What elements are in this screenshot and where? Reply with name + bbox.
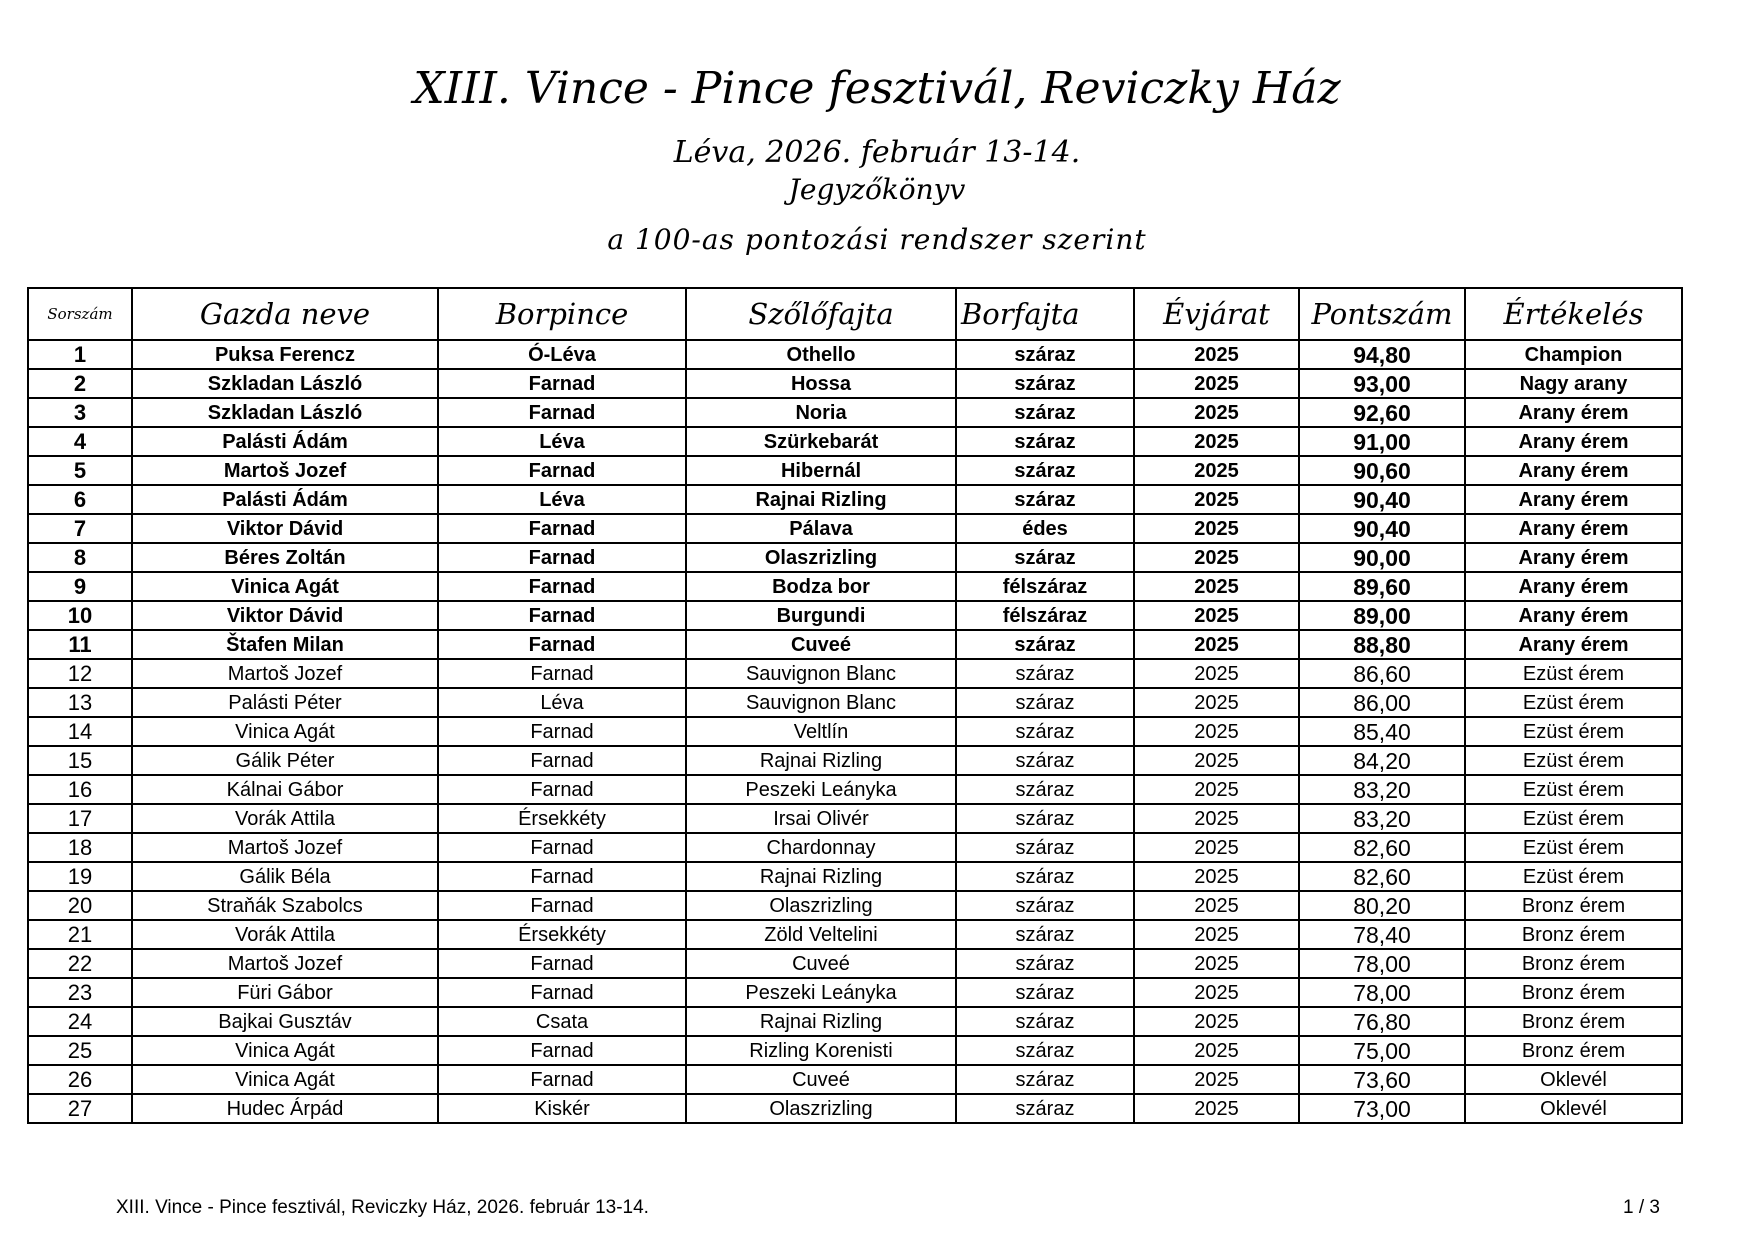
results-table	[27, 287, 1683, 1124]
grower-name: Puksa Ferencz	[132, 340, 438, 369]
row-number: 10	[28, 601, 132, 630]
table-row	[28, 398, 1682, 427]
score: 89,60	[1299, 572, 1465, 601]
wine-type: száraz	[956, 369, 1134, 398]
cellar: Farnad	[438, 862, 686, 891]
rating: Arany érem	[1465, 485, 1682, 514]
event-date: Léva, 2026. február 13-14.	[673, 135, 1081, 170]
score: 78,40	[1299, 920, 1465, 949]
cellar: Farnad	[438, 543, 686, 572]
wine-type: száraz	[956, 717, 1134, 746]
rating: Bronz érem	[1465, 1007, 1682, 1036]
grape-variety: Olaszrizling	[686, 543, 956, 572]
vintage: 2025	[1134, 659, 1299, 688]
table-row	[28, 514, 1682, 543]
page-number: 1 / 3	[1623, 1197, 1660, 1218]
score: 91,00	[1299, 427, 1465, 456]
grower-name: Vorák Attila	[132, 804, 438, 833]
table-row	[28, 804, 1682, 833]
score: 90,40	[1299, 514, 1465, 543]
grower-name: Martoš Jozef	[132, 949, 438, 978]
header-sorszam: Sorszám	[28, 288, 132, 340]
grape-variety: Szürkebarát	[686, 427, 956, 456]
row-number: 2	[28, 369, 132, 398]
cellar: Farnad	[438, 978, 686, 1007]
header-szolofajta: Szőlőfajta	[686, 288, 956, 340]
table-row	[28, 630, 1682, 659]
cellar: Farnad	[438, 949, 686, 978]
rating: Ezüst érem	[1465, 746, 1682, 775]
wine-type: száraz	[956, 1036, 1134, 1065]
vintage: 2025	[1134, 804, 1299, 833]
score: 93,00	[1299, 369, 1465, 398]
footer-text: XIII. Vince - Pince fesztivál, Reviczky Ház, 2026. február 13-14.	[116, 1197, 649, 1218]
grower-name: Gálik Béla	[132, 862, 438, 891]
table-row	[28, 601, 1682, 630]
rating: Arany érem	[1465, 427, 1682, 456]
grower-name: Bajkai Gusztáv	[132, 1007, 438, 1036]
row-number: 17	[28, 804, 132, 833]
vintage: 2025	[1134, 340, 1299, 369]
grower-name: Martoš Jozef	[132, 833, 438, 862]
vintage: 2025	[1134, 1094, 1299, 1123]
row-number: 23	[28, 978, 132, 1007]
row-number: 4	[28, 427, 132, 456]
cellar: Farnad	[438, 833, 686, 862]
rating: Bronz érem	[1465, 920, 1682, 949]
grape-variety: Sauvignon Blanc	[686, 688, 956, 717]
wine-type: száraz	[956, 891, 1134, 920]
wine-type: száraz	[956, 833, 1134, 862]
score: 86,00	[1299, 688, 1465, 717]
table-body	[28, 340, 1682, 1123]
vintage: 2025	[1134, 543, 1299, 572]
grower-name: Füri Gábor	[132, 978, 438, 1007]
score: 73,60	[1299, 1065, 1465, 1094]
rating: Ezüst érem	[1465, 717, 1682, 746]
grape-variety: Cuveé	[686, 949, 956, 978]
cellar: Farnad	[438, 659, 686, 688]
rating: Bronz érem	[1465, 1036, 1682, 1065]
grape-variety: Irsai Olivér	[686, 804, 956, 833]
wine-type: száraz	[956, 427, 1134, 456]
header-pontszam: Pontszám	[1299, 288, 1465, 340]
wine-type: édes	[956, 514, 1134, 543]
table-row	[28, 456, 1682, 485]
score: 85,40	[1299, 717, 1465, 746]
table-row	[28, 543, 1682, 572]
grape-variety: Cuveé	[686, 1065, 956, 1094]
grower-name: Viktor Dávid	[132, 514, 438, 543]
grape-variety: Rajnai Rizling	[686, 862, 956, 891]
rating: Nagy arany	[1465, 369, 1682, 398]
wine-type: száraz	[956, 630, 1134, 659]
vintage: 2025	[1134, 1007, 1299, 1036]
grower-name: Kálnai Gábor	[132, 775, 438, 804]
rating: Ezüst érem	[1465, 833, 1682, 862]
cellar: Farnad	[438, 775, 686, 804]
wine-type: száraz	[956, 1065, 1134, 1094]
wine-type: száraz	[956, 920, 1134, 949]
wine-type: félszáraz	[956, 601, 1134, 630]
row-number: 3	[28, 398, 132, 427]
table-row	[28, 717, 1682, 746]
row-number: 19	[28, 862, 132, 891]
score: 94,80	[1299, 340, 1465, 369]
row-number: 22	[28, 949, 132, 978]
rating: Arany érem	[1465, 398, 1682, 427]
grower-name: Palásti Péter	[132, 688, 438, 717]
vintage: 2025	[1134, 601, 1299, 630]
table-row	[28, 340, 1682, 369]
score: 88,80	[1299, 630, 1465, 659]
grape-variety: Othello	[686, 340, 956, 369]
vintage: 2025	[1134, 456, 1299, 485]
row-number: 21	[28, 920, 132, 949]
grape-variety: Bodza bor	[686, 572, 956, 601]
cellar: Léva	[438, 427, 686, 456]
vintage: 2025	[1134, 978, 1299, 1007]
vintage: 2025	[1134, 920, 1299, 949]
table-row	[28, 775, 1682, 804]
grower-name: Gálik Péter	[132, 746, 438, 775]
score: 89,00	[1299, 601, 1465, 630]
row-number: 14	[28, 717, 132, 746]
grower-name: Szkladan László	[132, 369, 438, 398]
vintage: 2025	[1134, 398, 1299, 427]
cellar: Farnad	[438, 456, 686, 485]
vintage: 2025	[1134, 949, 1299, 978]
rating: Bronz érem	[1465, 891, 1682, 920]
document-type: Jegyzőkönyv	[788, 173, 966, 206]
cellar: Érsekkéty	[438, 920, 686, 949]
score: 83,20	[1299, 804, 1465, 833]
header-borpince: Borpince	[438, 288, 686, 340]
table-row	[28, 369, 1682, 398]
wine-type: száraz	[956, 1007, 1134, 1036]
grower-name: Straňák Szabolcs	[132, 891, 438, 920]
vintage: 2025	[1134, 688, 1299, 717]
rating: Arany érem	[1465, 456, 1682, 485]
cellar: Kiskér	[438, 1094, 686, 1123]
row-number: 5	[28, 456, 132, 485]
table-row	[28, 978, 1682, 1007]
row-number: 8	[28, 543, 132, 572]
cellar: Farnad	[438, 369, 686, 398]
header-evjarat: Évjárat	[1134, 288, 1299, 340]
grower-name: Palásti Ádám	[132, 485, 438, 514]
cellar: Farnad	[438, 717, 686, 746]
cellar: Farnad	[438, 514, 686, 543]
score: 90,00	[1299, 543, 1465, 572]
grape-variety: Rizling Korenisti	[686, 1036, 956, 1065]
vintage: 2025	[1134, 1036, 1299, 1065]
grower-name: Palásti Ádám	[132, 427, 438, 456]
row-number: 9	[28, 572, 132, 601]
grape-variety: Peszeki Leányka	[686, 775, 956, 804]
wine-type: száraz	[956, 659, 1134, 688]
row-number: 25	[28, 1036, 132, 1065]
cellar: Farnad	[438, 601, 686, 630]
cellar: Farnad	[438, 398, 686, 427]
score: 82,60	[1299, 833, 1465, 862]
row-number: 26	[28, 1065, 132, 1094]
cellar: Farnad	[438, 746, 686, 775]
row-number: 11	[28, 630, 132, 659]
vintage: 2025	[1134, 427, 1299, 456]
wine-type: száraz	[956, 978, 1134, 1007]
grower-name: Vinica Agát	[132, 572, 438, 601]
grape-variety: Veltlín	[686, 717, 956, 746]
wine-type: félszáraz	[956, 572, 1134, 601]
grower-name: Štafen Milan	[132, 630, 438, 659]
header-gazda-neve: Gazda neve	[132, 288, 438, 340]
vintage: 2025	[1134, 746, 1299, 775]
vintage: 2025	[1134, 630, 1299, 659]
grape-variety: Rajnai Rizling	[686, 746, 956, 775]
grower-name: Vinica Agát	[132, 717, 438, 746]
vintage: 2025	[1134, 572, 1299, 601]
grape-variety: Hibernál	[686, 456, 956, 485]
score: 86,60	[1299, 659, 1465, 688]
wine-type: száraz	[956, 688, 1134, 717]
vintage: 2025	[1134, 369, 1299, 398]
vintage: 2025	[1134, 775, 1299, 804]
table-row	[28, 1036, 1682, 1065]
grape-variety: Hossa	[686, 369, 956, 398]
rating: Oklevél	[1465, 1094, 1682, 1123]
cellar: Csata	[438, 1007, 686, 1036]
row-number: 20	[28, 891, 132, 920]
table-row	[28, 427, 1682, 456]
table-row	[28, 659, 1682, 688]
score: 90,60	[1299, 456, 1465, 485]
rating: Ezüst érem	[1465, 775, 1682, 804]
row-number: 6	[28, 485, 132, 514]
vintage: 2025	[1134, 717, 1299, 746]
vintage: 2025	[1134, 485, 1299, 514]
rating: Arany érem	[1465, 630, 1682, 659]
score: 90,40	[1299, 485, 1465, 514]
vintage: 2025	[1134, 1065, 1299, 1094]
rating: Arany érem	[1465, 601, 1682, 630]
table-row	[28, 485, 1682, 514]
rating: Ezüst érem	[1465, 804, 1682, 833]
row-number: 24	[28, 1007, 132, 1036]
row-number: 1	[28, 340, 132, 369]
score: 76,80	[1299, 1007, 1465, 1036]
cellar: Farnad	[438, 1065, 686, 1094]
score: 73,00	[1299, 1094, 1465, 1123]
grape-variety: Noria	[686, 398, 956, 427]
grape-variety: Chardonnay	[686, 833, 956, 862]
score: 92,60	[1299, 398, 1465, 427]
wine-type: száraz	[956, 398, 1134, 427]
wine-type: száraz	[956, 1094, 1134, 1123]
rating: Bronz érem	[1465, 978, 1682, 1007]
table-row	[28, 1094, 1682, 1123]
rating: Bronz érem	[1465, 949, 1682, 978]
grower-name: Vorák Attila	[132, 920, 438, 949]
rating: Ezüst érem	[1465, 688, 1682, 717]
score: 78,00	[1299, 978, 1465, 1007]
table-row	[28, 862, 1682, 891]
rating: Arany érem	[1465, 572, 1682, 601]
wine-type: száraz	[956, 949, 1134, 978]
vintage: 2025	[1134, 833, 1299, 862]
vintage: 2025	[1134, 891, 1299, 920]
table-row	[28, 688, 1682, 717]
row-number: 7	[28, 514, 132, 543]
rating: Arany érem	[1465, 514, 1682, 543]
rating: Champion	[1465, 340, 1682, 369]
header-ertekeles: Értékelés	[1465, 288, 1682, 340]
grape-variety: Cuveé	[686, 630, 956, 659]
grape-variety: Zöld Veltelini	[686, 920, 956, 949]
grape-variety: Pálava	[686, 514, 956, 543]
table-row	[28, 746, 1682, 775]
table-row	[28, 572, 1682, 601]
table-row	[28, 949, 1682, 978]
cellar: Farnad	[438, 891, 686, 920]
score: 80,20	[1299, 891, 1465, 920]
cellar: Léva	[438, 688, 686, 717]
rating: Ezüst érem	[1465, 862, 1682, 891]
grower-name: Vinica Agát	[132, 1065, 438, 1094]
table-row	[28, 920, 1682, 949]
wine-type: száraz	[956, 862, 1134, 891]
wine-type: száraz	[956, 543, 1134, 572]
cellar: Farnad	[438, 572, 686, 601]
row-number: 27	[28, 1094, 132, 1123]
page-title: XIII. Vince - Pince fesztivál, Reviczky Ház	[413, 63, 1341, 114]
grape-variety: Rajnai Rizling	[686, 485, 956, 514]
rating: Ezüst érem	[1465, 659, 1682, 688]
grape-variety: Sauvignon Blanc	[686, 659, 956, 688]
row-number: 12	[28, 659, 132, 688]
wine-type: száraz	[956, 804, 1134, 833]
wine-type: száraz	[956, 746, 1134, 775]
row-number: 13	[28, 688, 132, 717]
grower-name: Hudec Árpád	[132, 1094, 438, 1123]
grape-variety: Rajnai Rizling	[686, 1007, 956, 1036]
grower-name: Szkladan László	[132, 398, 438, 427]
wine-type: száraz	[956, 456, 1134, 485]
grower-name: Viktor Dávid	[132, 601, 438, 630]
wine-type: száraz	[956, 775, 1134, 804]
table-header-row	[28, 288, 1682, 340]
rating: Oklevél	[1465, 1065, 1682, 1094]
cellar: Érsekkéty	[438, 804, 686, 833]
grape-variety: Peszeki Leányka	[686, 978, 956, 1007]
score: 84,20	[1299, 746, 1465, 775]
grape-variety: Burgundi	[686, 601, 956, 630]
grower-name: Béres Zoltán	[132, 543, 438, 572]
cellar: Farnad	[438, 630, 686, 659]
cellar: Ó-Léva	[438, 340, 686, 369]
cellar: Léva	[438, 485, 686, 514]
table-row	[28, 1065, 1682, 1094]
table-row	[28, 891, 1682, 920]
row-number: 16	[28, 775, 132, 804]
vintage: 2025	[1134, 514, 1299, 543]
grower-name: Martoš Jozef	[132, 659, 438, 688]
row-number: 18	[28, 833, 132, 862]
score: 82,60	[1299, 862, 1465, 891]
scoring-system: a 100-as pontozási rendszer szerint	[607, 223, 1147, 256]
grape-variety: Olaszrizling	[686, 1094, 956, 1123]
grower-name: Martoš Jozef	[132, 456, 438, 485]
vintage: 2025	[1134, 862, 1299, 891]
table-row	[28, 833, 1682, 862]
rating: Arany érem	[1465, 543, 1682, 572]
wine-type: száraz	[956, 485, 1134, 514]
grower-name: Vinica Agát	[132, 1036, 438, 1065]
table-row	[28, 1007, 1682, 1036]
score: 75,00	[1299, 1036, 1465, 1065]
wine-type: száraz	[956, 340, 1134, 369]
score: 78,00	[1299, 949, 1465, 978]
grape-variety: Olaszrizling	[686, 891, 956, 920]
score: 83,20	[1299, 775, 1465, 804]
cellar: Farnad	[438, 1036, 686, 1065]
header-borfajta: Borfajta	[956, 288, 1134, 340]
row-number: 15	[28, 746, 132, 775]
